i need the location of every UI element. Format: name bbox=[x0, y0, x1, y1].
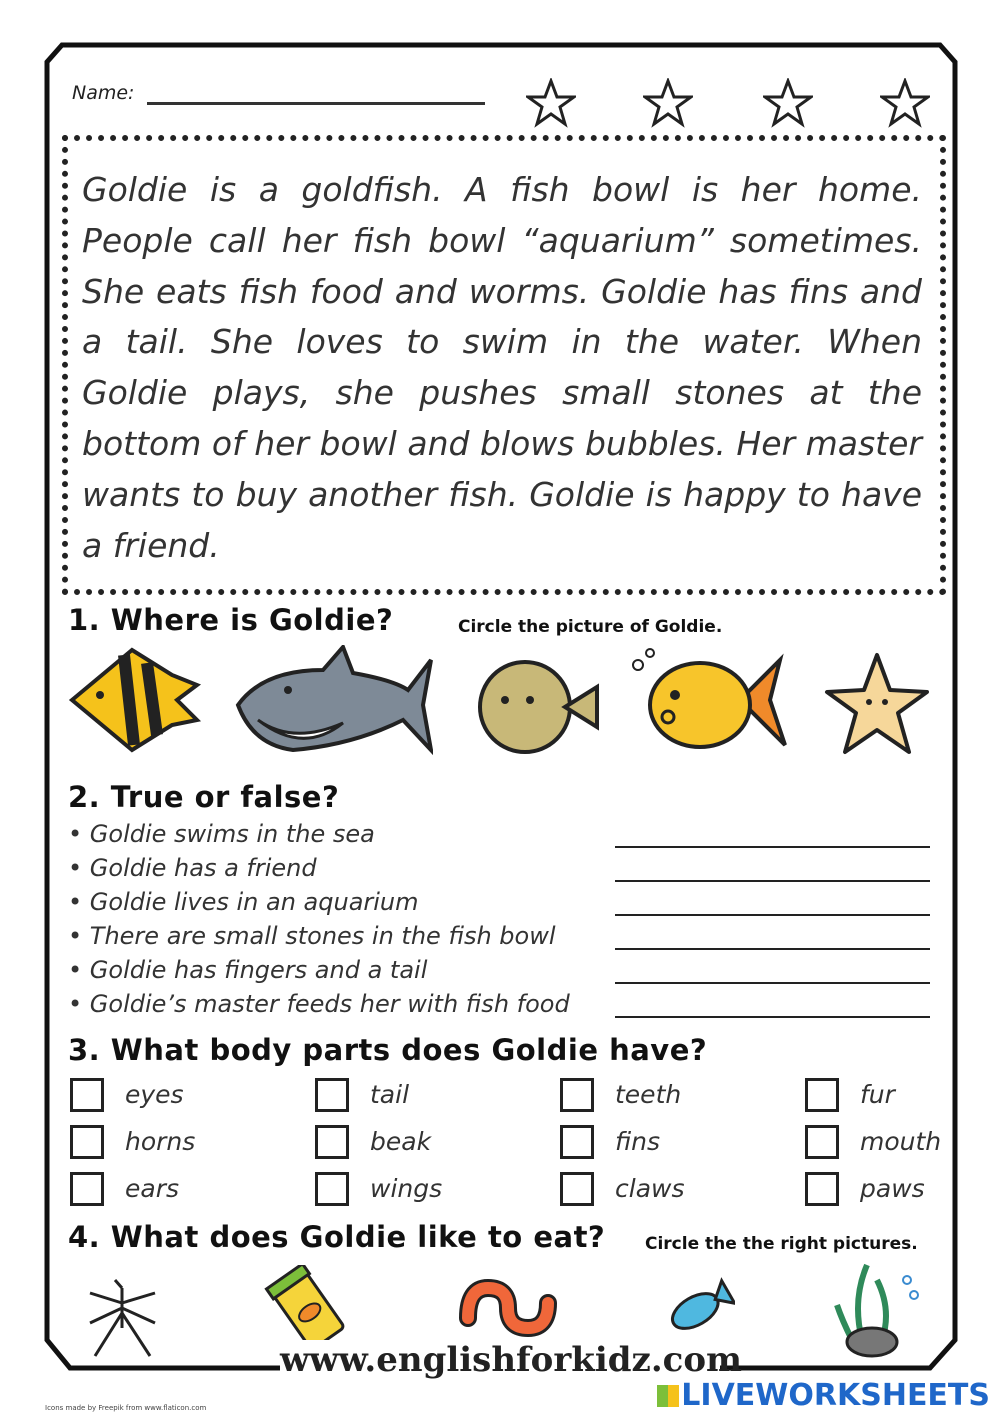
answer-line[interactable] bbox=[615, 914, 930, 916]
checkbox-mouth[interactable] bbox=[805, 1125, 839, 1159]
checkbox-wings[interactable] bbox=[315, 1172, 349, 1206]
answer-line[interactable] bbox=[615, 982, 930, 984]
statement: Goldie has a friend bbox=[89, 854, 317, 882]
true-false-item: • Goldie lives in an aquarium bbox=[68, 888, 419, 916]
true-false-item: • Goldie swims in the sea bbox=[68, 820, 375, 848]
true-false-item: • Goldie has a friend bbox=[68, 854, 317, 882]
checkbox-ears[interactable] bbox=[70, 1172, 104, 1206]
checkbox-label: fur bbox=[860, 1080, 895, 1109]
statement: Goldie’s master feeds her with fish food bbox=[89, 990, 570, 1018]
goldfish-picture[interactable] bbox=[630, 645, 790, 760]
checkbox-label: fins bbox=[615, 1127, 661, 1156]
name-label: Name: bbox=[72, 82, 135, 104]
checkbox-fur[interactable] bbox=[805, 1078, 839, 1112]
question-3-title: 3. What body parts does Goldie have? bbox=[68, 1033, 708, 1067]
star-icon[interactable] bbox=[763, 78, 813, 128]
checkbox-teeth[interactable] bbox=[560, 1078, 594, 1112]
checkbox-label: tail bbox=[370, 1080, 410, 1109]
checkbox-label: horns bbox=[125, 1127, 196, 1156]
checkbox-label: mouth bbox=[860, 1127, 942, 1156]
website-url: www.englishforkidz.com bbox=[280, 1340, 743, 1380]
pufferfish-picture[interactable] bbox=[465, 655, 605, 760]
liveworksheets-logo bbox=[657, 1378, 990, 1413]
checkbox-tail[interactable] bbox=[315, 1078, 349, 1112]
angelfish-picture[interactable] bbox=[62, 645, 202, 755]
checkbox-claws[interactable] bbox=[560, 1172, 594, 1206]
statement: Goldie lives in an aquarium bbox=[89, 888, 419, 916]
checkbox-fins[interactable] bbox=[560, 1125, 594, 1159]
logo-icon bbox=[657, 1385, 679, 1407]
seaweed-picture[interactable] bbox=[832, 1260, 932, 1360]
answer-line[interactable] bbox=[615, 1016, 930, 1018]
reading-passage: Goldie is a goldfish. A fish bowl is her home. People call her fish bowl “aquarium” sometimes. She eats fish food and worms. Goldie has fins and a tail. She loves to swim in the water. When Goldie plays, she pushes small stones at the bottom of her bowl and blows bubbles. Her master wants to buy another fish. Goldie is happy to have a friend. bbox=[82, 170, 922, 565]
question-4-title: 4. What does Goldie like to eat? bbox=[68, 1220, 606, 1254]
checkbox-label: claws bbox=[615, 1174, 685, 1203]
true-false-item: • Goldie’s master feeds her with fish food bbox=[68, 990, 570, 1018]
checkbox-label: wings bbox=[370, 1174, 443, 1203]
true-false-item: • There are small stones in the fish bowl bbox=[68, 922, 556, 950]
checkbox-label: ears bbox=[125, 1174, 180, 1203]
checkbox-label: teeth bbox=[615, 1080, 682, 1109]
checkbox-beak[interactable] bbox=[315, 1125, 349, 1159]
mosquito-picture[interactable] bbox=[85, 1278, 160, 1358]
brand-name: LIVEWORKSHEETS bbox=[681, 1378, 990, 1413]
answer-line[interactable] bbox=[615, 948, 930, 950]
icon-credits: Icons made by Freepik from www.flaticon.com bbox=[45, 1404, 207, 1412]
checkbox-paws[interactable] bbox=[805, 1172, 839, 1206]
fish-picture[interactable] bbox=[660, 1275, 735, 1345]
checkbox-label: paws bbox=[860, 1174, 925, 1203]
worm-picture[interactable] bbox=[458, 1278, 558, 1338]
answer-line[interactable] bbox=[615, 846, 930, 848]
answer-line[interactable] bbox=[615, 880, 930, 882]
statement: Goldie has fingers and a tail bbox=[89, 956, 428, 984]
true-false-item: • Goldie has fingers and a tail bbox=[68, 956, 428, 984]
shark-picture[interactable] bbox=[233, 645, 433, 760]
statement: There are small stones in the fish bowl bbox=[89, 922, 556, 950]
starfish-picture[interactable] bbox=[822, 650, 932, 760]
star-icon[interactable] bbox=[880, 78, 930, 128]
checkbox-eyes[interactable] bbox=[70, 1078, 104, 1112]
star-icon[interactable] bbox=[643, 78, 693, 128]
checkbox-label: eyes bbox=[125, 1080, 184, 1109]
question-1-instruction: Circle the picture of Goldie. bbox=[458, 617, 723, 637]
name-input-line[interactable] bbox=[147, 102, 485, 105]
checkbox-horns[interactable] bbox=[70, 1125, 104, 1159]
checkbox-label: beak bbox=[370, 1127, 432, 1156]
question-1-title: 1. Where is Goldie? bbox=[68, 603, 394, 637]
statement: Goldie swims in the sea bbox=[89, 820, 375, 848]
star-icon[interactable] bbox=[526, 78, 576, 128]
question-2-title: 2. True or false? bbox=[68, 780, 340, 814]
question-4-instruction: Circle the the right pictures. bbox=[645, 1234, 918, 1254]
